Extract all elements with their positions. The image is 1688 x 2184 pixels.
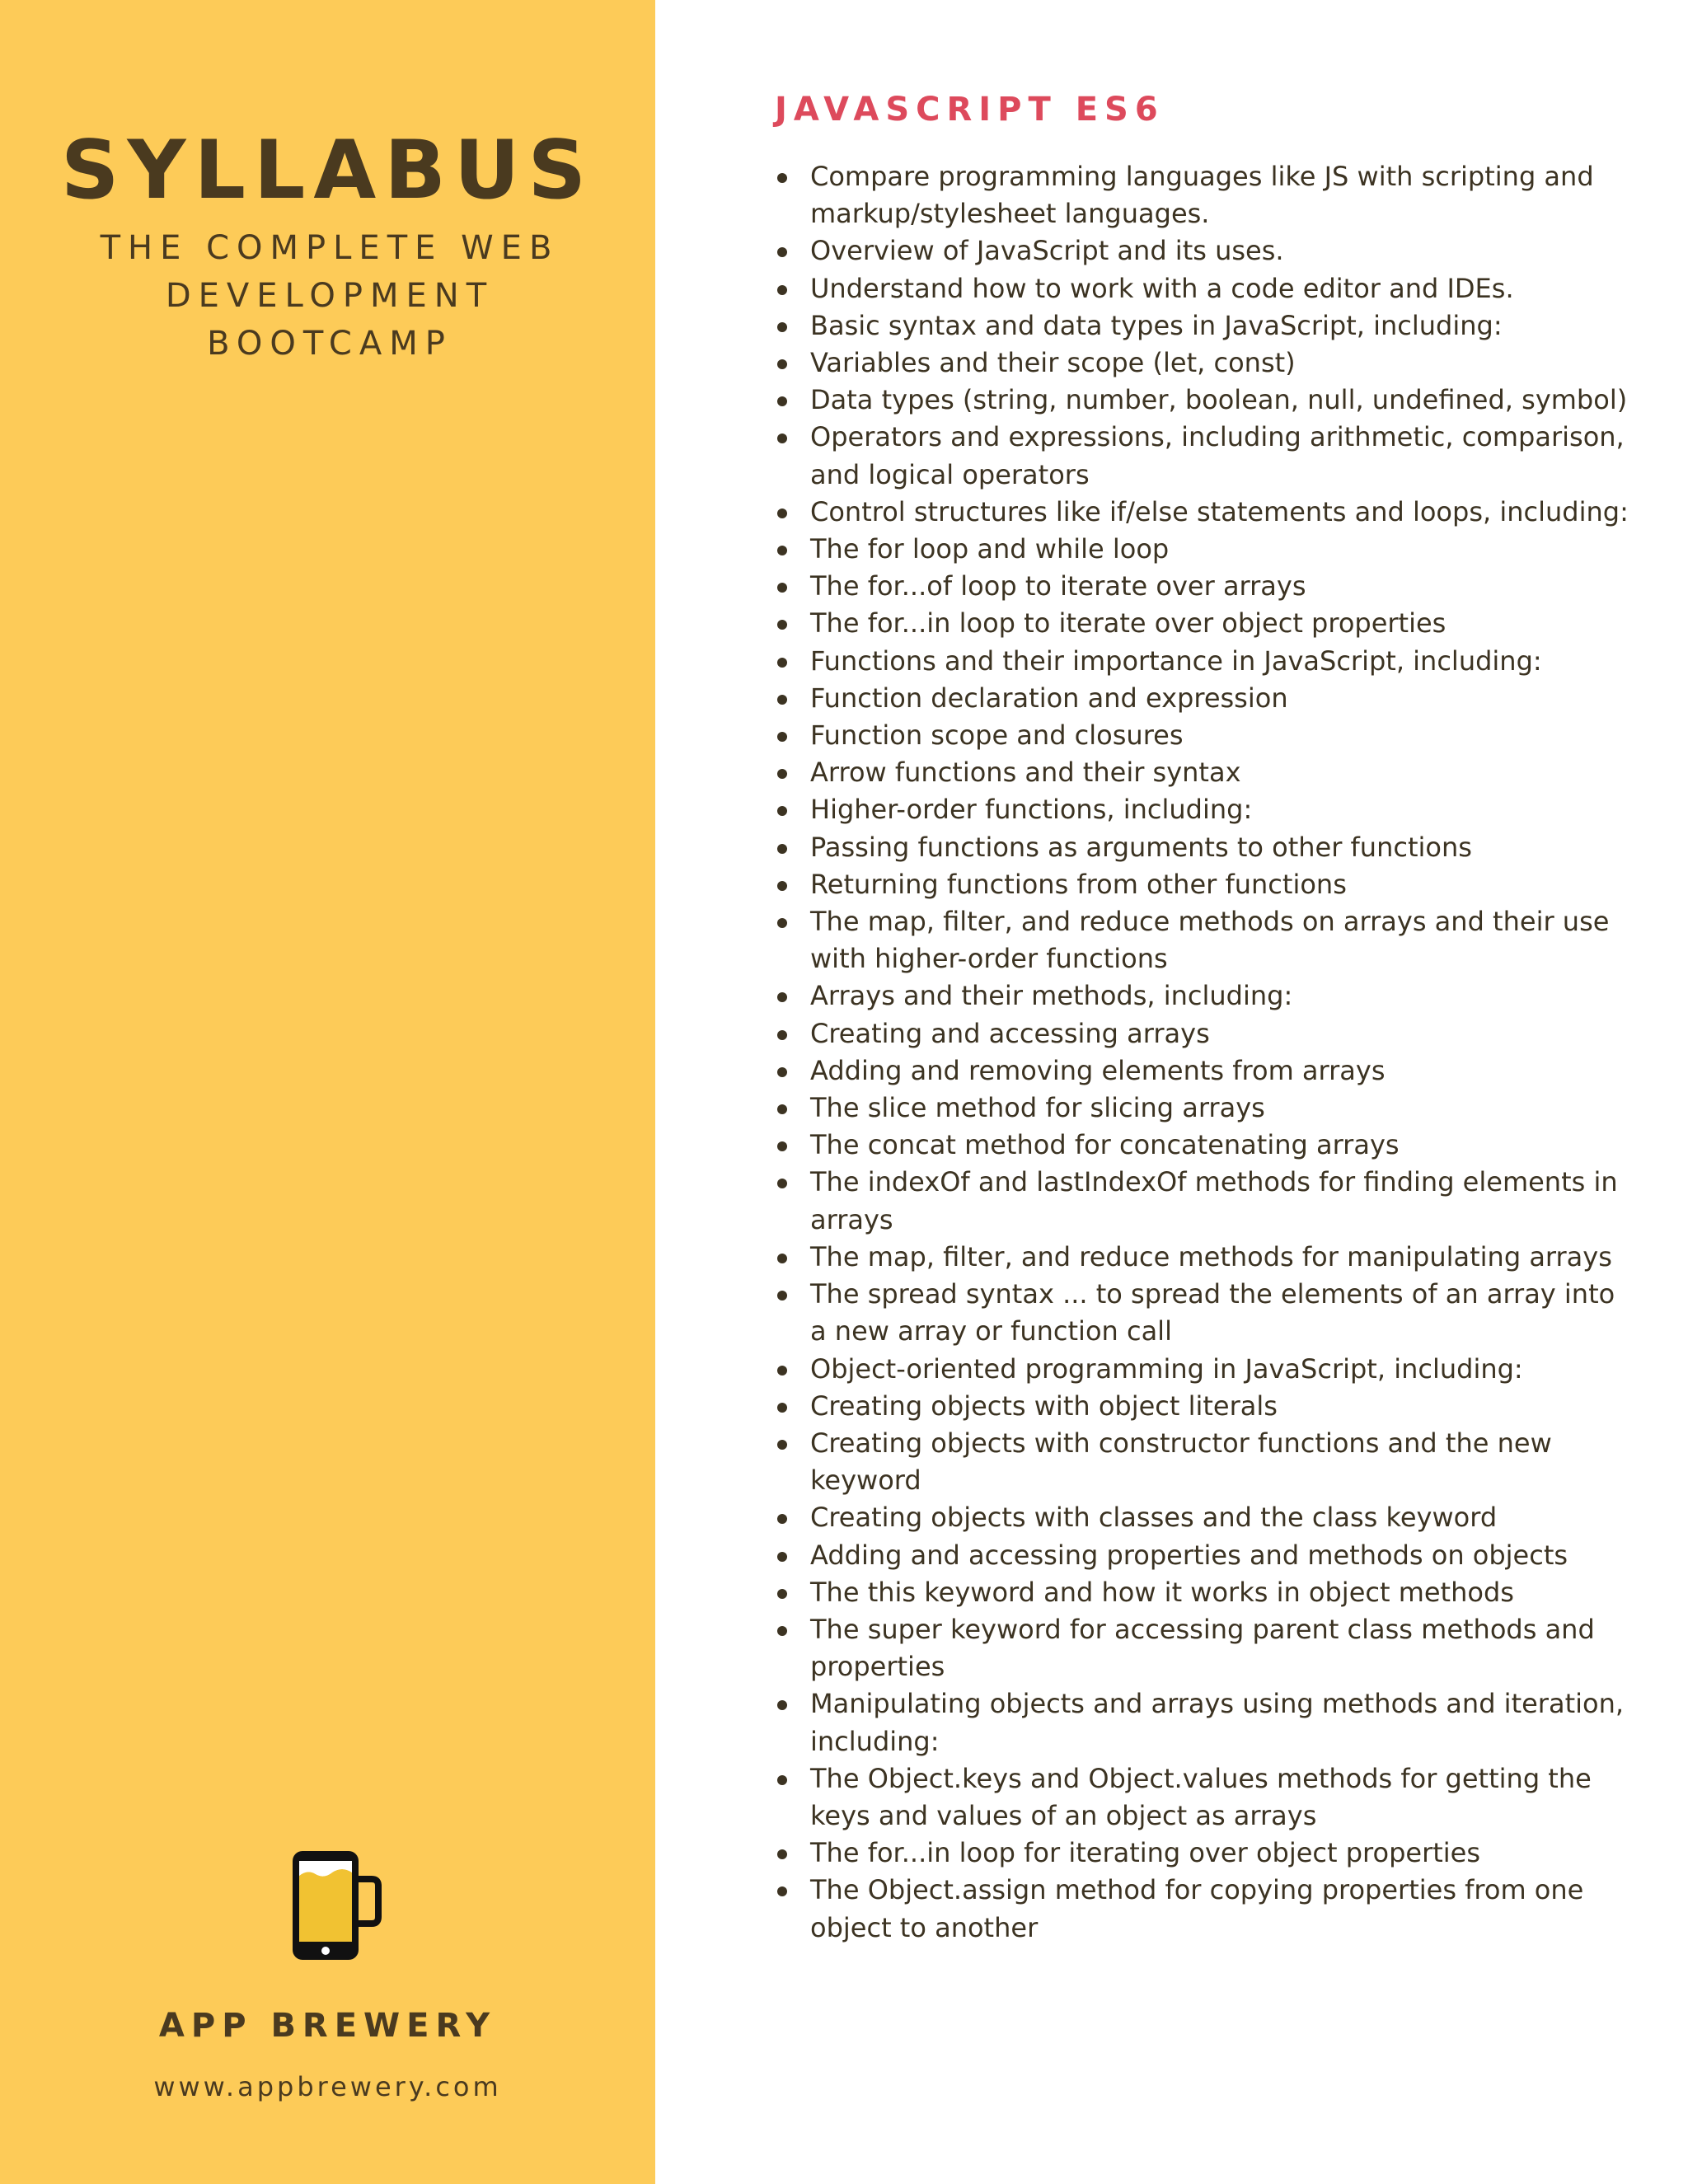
list-item: Creating and accessing arrays — [775, 1015, 1632, 1052]
list-item: Function declaration and expression — [775, 680, 1632, 717]
subtitle-line: BOOTCAMP — [207, 325, 452, 363]
list-item: The for...in loop for iterating over object properties — [775, 1835, 1632, 1872]
list-item: Arrays and their methods, including: — [775, 977, 1632, 1015]
list-item: Operators and expressions, including arithmetic, comparison, and logical operators — [775, 419, 1632, 493]
subtitle-line: THE COMPLETE WEB — [100, 229, 560, 267]
list-item: Object-oriented programming in JavaScript, including: — [775, 1351, 1632, 1388]
list-item: The super keyword for accessing parent class methods and properties — [775, 1611, 1632, 1685]
list-item: Adding and removing elements from arrays — [775, 1052, 1632, 1090]
topic-list — [775, 158, 1632, 1947]
list-item: The for loop and while loop — [775, 531, 1632, 568]
list-item: Data types (string, number, boolean, null, undefined, symbol) — [775, 382, 1632, 419]
list-item: Control structures like if/else statements and loops, including: — [775, 494, 1632, 531]
list-item: Creating objects with constructor functions and the new keyword — [775, 1425, 1632, 1499]
brand-url[interactable]: www.appbrewery.com — [153, 2071, 502, 2102]
phone-beer-mug-icon — [286, 1848, 385, 1963]
list-item: The Object.assign method for copying properties from one object to another — [775, 1872, 1632, 1946]
list-item: Returning functions from other functions — [775, 866, 1632, 903]
list-item: Compare programming languages like JS with scripting and markup/stylesheet languages. — [775, 158, 1632, 232]
list-item: Creating objects with classes and the class keyword — [775, 1499, 1632, 1536]
list-item: Passing functions as arguments to other functions — [775, 829, 1632, 866]
list-item: Manipulating objects and arrays using methods and iteration, including: — [775, 1685, 1632, 1760]
list-item: Arrow functions and their syntax — [775, 754, 1632, 791]
list-item: Functions and their importance in JavaScript, including: — [775, 643, 1632, 680]
page-title: SYLLABUS — [60, 124, 595, 218]
list-item: The this keyword and how it works in object methods — [775, 1574, 1632, 1611]
sidebar-panel — [0, 0, 655, 2184]
list-item: The map, filter, and reduce methods on arrays and their use with higher-order functions — [775, 903, 1632, 977]
list-item: Variables and their scope (let, const) — [775, 344, 1632, 382]
list-item: The concat method for concatenating arrays — [775, 1127, 1632, 1164]
subtitle-line: DEVELOPMENT — [165, 277, 495, 315]
list-item: Creating objects with object literals — [775, 1388, 1632, 1425]
list-item: Overview of JavaScript and its uses. — [775, 232, 1632, 269]
list-item: The Object.keys and Object.values methods for getting the keys and values of an object as arrays — [775, 1760, 1632, 1835]
list-item: The for...of loop to iterate over arrays — [775, 568, 1632, 605]
list-item: The for...in loop to iterate over object properties — [775, 605, 1632, 642]
brand-name: APP BREWERY — [158, 2007, 497, 2045]
list-item: Understand how to work with a code editor and IDEs. — [775, 270, 1632, 307]
list-item: The indexOf and lastIndexOf methods for finding elements in arrays — [775, 1164, 1632, 1238]
section-heading: JAVASCRIPT ES6 — [775, 91, 1165, 129]
list-item: Function scope and closures — [775, 717, 1632, 754]
list-item: The map, filter, and reduce methods for manipulating arrays — [775, 1239, 1632, 1276]
list-item: Higher-order functions, including: — [775, 791, 1632, 828]
list-item: The spread syntax ... to spread the elements of an array into a new array or function call — [775, 1276, 1632, 1350]
list-item: The slice method for slicing arrays — [775, 1090, 1632, 1127]
course-subtitle — [78, 224, 581, 368]
list-item: Basic syntax and data types in JavaScript, including: — [775, 307, 1632, 344]
list-item: Adding and accessing properties and methods on objects — [775, 1537, 1632, 1574]
